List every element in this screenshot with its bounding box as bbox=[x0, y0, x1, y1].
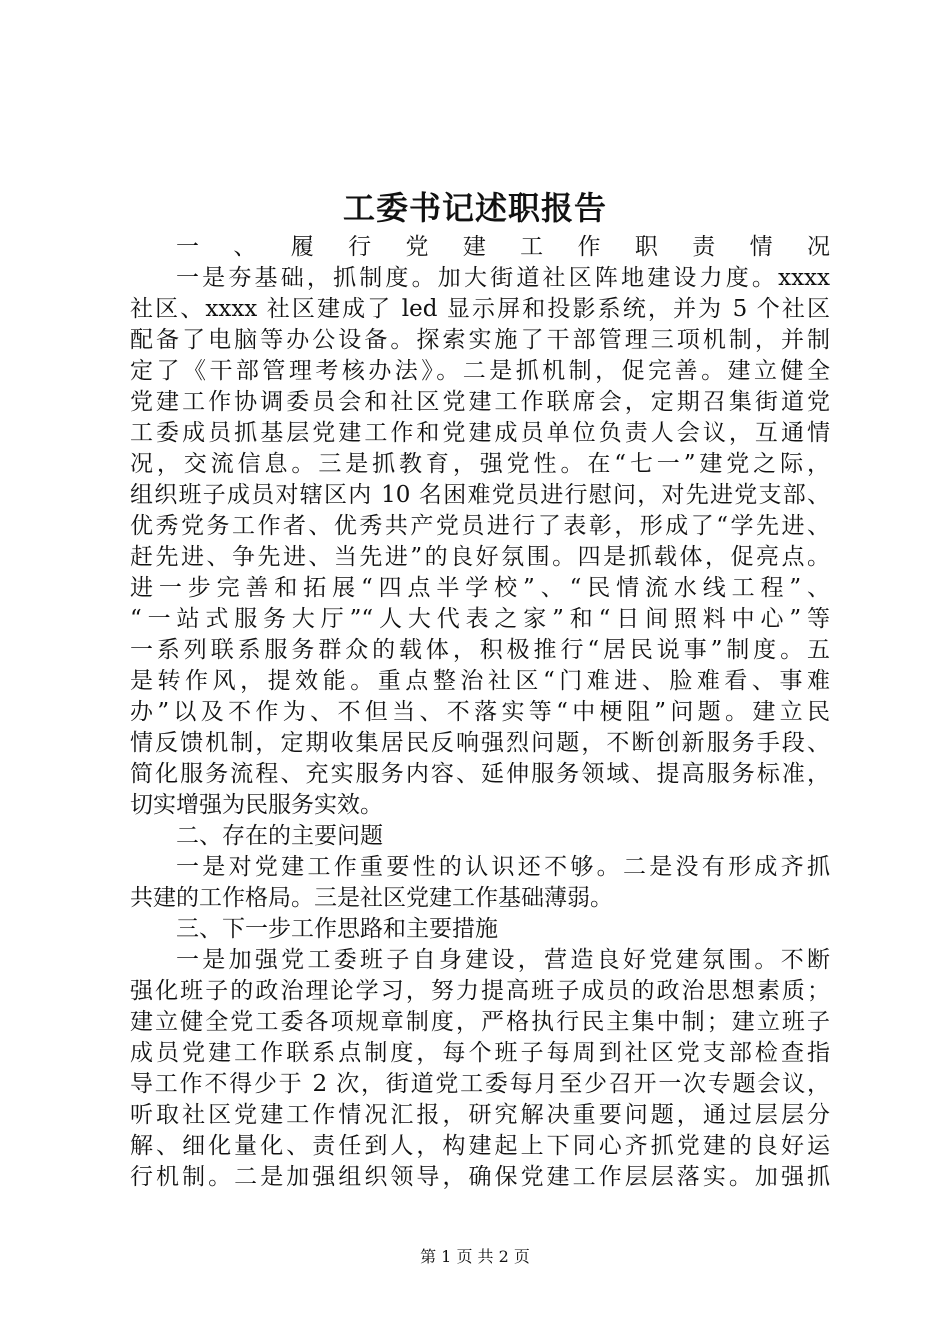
text-line: 三、下一步工作思路和主要措施 bbox=[176, 916, 498, 942]
text-line: 优秀党务工作者、优秀共产党员进行了表彰，形成了“学先进、 bbox=[130, 513, 830, 539]
text-line: 社区、xxxx 社区建成了 led 显示屏和投影系统，并为 5 个社区 bbox=[130, 296, 830, 322]
text-line: 一是夯基础，抓制度。加大街道社区阵地建设力度。xxxx bbox=[176, 265, 830, 291]
text-line: 党建工作协调委员会和社区党建工作联席会，定期召集街道党 bbox=[130, 389, 830, 415]
text-line: 一是对党建工作重要性的认识还不够。二是没有形成齐抓 bbox=[176, 854, 830, 880]
page-footer: 第 1 页 共 2 页 bbox=[420, 1247, 530, 1266]
document-body bbox=[130, 232, 830, 1193]
text-line: 一系列联系服务群众的载体，积极推行“居民说事”制度。五 bbox=[130, 637, 830, 663]
text-line: 配备了电脑等办公设备。探索实施了干部管理三项机制，并制 bbox=[130, 327, 830, 353]
text-line: 解、细化量化、责任到人，构建起上下同心齐抓党建的良好运 bbox=[130, 1133, 830, 1159]
text-line: “一站式服务大厅”“人大代表之家”和“日间照料中心”等 bbox=[130, 606, 830, 632]
text-line: 情反馈机制，定期收集居民反响强烈问题，不断创新服务手段、 bbox=[130, 730, 830, 756]
text-line: 一、履行党建工作职责情况 bbox=[176, 234, 830, 260]
text-line: 成员党建工作联系点制度，每个班子每周到社区党支部检查指 bbox=[130, 1040, 830, 1066]
text-line: 简化服务流程、充实服务内容、延伸服务领域、提高服务标准， bbox=[130, 761, 830, 787]
text-line: 强化班子的政治理论学习，努力提高班子成员的政治思想素质； bbox=[130, 978, 830, 1004]
text-line: 组织班子成员对辖区内 10 名困难党员进行慰问，对先进党支部、 bbox=[130, 482, 830, 508]
text-line: 导工作不得少于 2 次，街道党工委每月至少召开一次专题会议， bbox=[130, 1071, 830, 1097]
text-line: 定了《干部管理考核办法》。二是抓机制，促完善。建立健全 bbox=[130, 358, 830, 384]
text-line: 一是加强党工委班子自身建设，营造良好党建氛围。不断 bbox=[176, 947, 830, 973]
text-line: 二、存在的主要问题 bbox=[176, 823, 383, 849]
text-line: 况，交流信息。三是抓教育，强党性。在“七一”建党之际， bbox=[130, 451, 830, 477]
text-line: 切实增强为民服务实效。 bbox=[130, 792, 383, 818]
text-line: 共建的工作格局。三是社区党建工作基础薄弱。 bbox=[130, 885, 613, 911]
text-line: 建立健全党工委各项规章制度，严格执行民主集中制；建立班子 bbox=[130, 1009, 830, 1035]
text-line: 进一步完善和拓展“四点半学校”、“民情流水线工程”、 bbox=[130, 575, 830, 601]
text-line: 行机制。二是加强组织领导，确保党建工作层层落实。加强抓 bbox=[130, 1164, 830, 1190]
text-line: 听取社区党建工作情况汇报，研究解决重要问题，通过层层分 bbox=[130, 1102, 830, 1128]
text-line: 赶先进、争先进、当先进”的良好氛围。四是抓载体，促亮点。 bbox=[130, 544, 830, 570]
text-line: 工委成员抓基层党建工作和党建成员单位负责人会议，互通情 bbox=[130, 420, 830, 446]
document-title: 工委书记述职报告 bbox=[342, 189, 607, 227]
text-line: 办”以及不作为、不但当、不落实等“中梗阻”问题。建立民 bbox=[130, 699, 830, 725]
text-line: 是转作风，提效能。重点整治社区“门难进、脸难看、事难 bbox=[130, 668, 830, 694]
